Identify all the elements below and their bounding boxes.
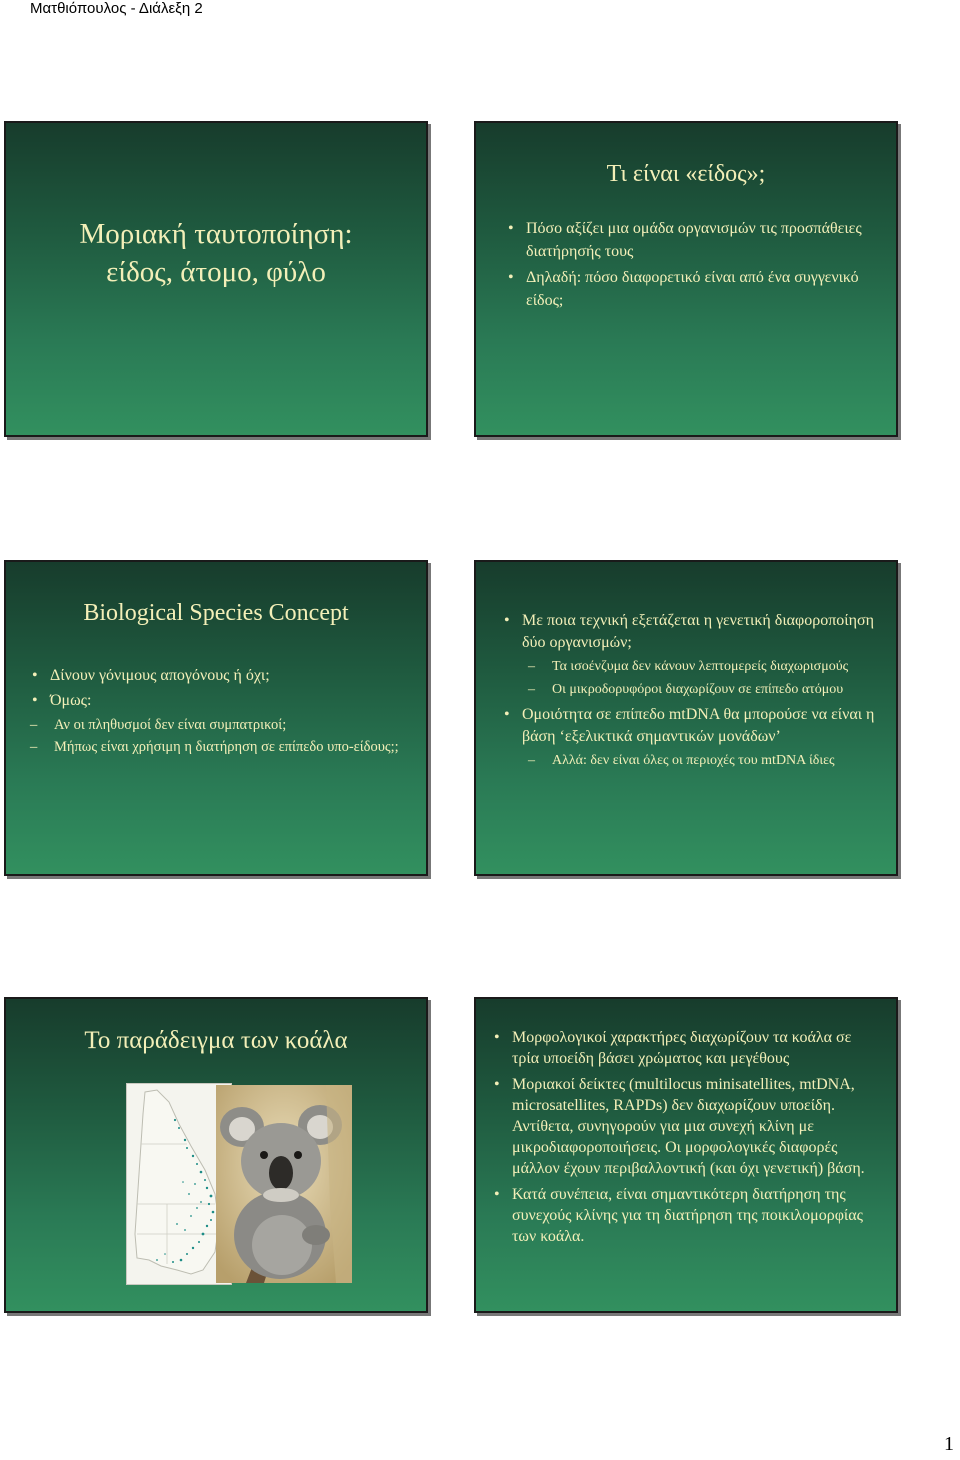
slide-1-title-line-2: είδος, άτομο, φύλο <box>106 256 326 288</box>
slide-4-sub-list <box>522 751 878 771</box>
slide-6-bullet: • Μορφολογικοί χαρακτήρες διαχωρίζουν τα κοάλα σε τρία υποείδη βάσει χρώματος και μεγέθους <box>488 1027 878 1069</box>
slide-3-sub-list <box>24 714 408 758</box>
slide-3-title: Biological Species Concept <box>83 600 349 626</box>
document-header: Ματθιόπουλος - Διάλεξη 2 <box>30 0 203 17</box>
slide-3 <box>4 560 428 876</box>
slide-4-bullet-text: Ομοιότητα σε επίπεδο mtDNA θα μπορούσε να είναι η βάση ‘εξελικτικά σημαντικών μονάδων’ <box>522 706 875 745</box>
slide-4-sub-list <box>522 657 878 700</box>
slide-3-bullet: • Δίνουν γόνιμους απογόνους ή όχι; <box>26 664 408 687</box>
slide-2-bullet-list <box>502 217 878 312</box>
slide-5 <box>4 997 428 1313</box>
slide-2-content <box>502 217 878 315</box>
slide-3-bullet <box>26 689 408 712</box>
slide-2-bullet: • Δηλαδή: πόσο διαφορετικό είναι από ένα συγγενικό είδος; <box>502 266 878 312</box>
slide-4-content <box>498 610 878 775</box>
slide-2-title: Τι είναι «είδος»; <box>606 161 766 187</box>
slide-5-title: Το παράδειγμα των κοάλα <box>84 1027 348 1054</box>
slide-4-bullet-text: Με ποια τεχνική εξετάζεται η γενετική διαφοροποίηση δύο οργανισμών; <box>522 612 874 651</box>
slide-4-bullet <box>498 610 878 700</box>
slide-2 <box>474 121 898 437</box>
slide-6-bullet: • Μοριακοί δείκτες (multilocus minisatellites, mtDNA, microsatellites, RAPDs) δεν διαχωρίζουν υποείδη. Αντίθετα, συνηγορούν για μια συνεχή κλίνη με μικροδιαφοροποιήσεις. Οι μορφολογικές διαφορές μάλλον έχουν περιβαλλοντική (και όχι γενετική) βάση. <box>488 1074 878 1179</box>
slide-3-sub-bullet: – Μήπως είναι χρήσιμη η διατήρηση σε επίπεδο υπο-είδους;; <box>24 736 408 758</box>
slide-1-title <box>6 215 426 291</box>
koala-graphic <box>216 1085 352 1283</box>
page-number: 1 <box>944 1433 954 1455</box>
slide-6-bullet-list <box>488 1027 878 1247</box>
slide-3-bullet-list <box>26 664 408 712</box>
slide-4-sub-bullet: – Οι μικροδορυφόροι διαχωρίζουν σε επίπεδο ατόμου <box>522 680 878 700</box>
slide-3-sub-bullet: – Αν οι πληθυσμοί δεν είναι συμπατρικοί; <box>24 714 408 736</box>
slide-6-bullet: • Κατά συνέπεια, είναι σημαντικότερη διατήρηση της συνεχούς κλίνης για τη διατήρηση της ποικιλομορφίας των κοάλα. <box>488 1184 878 1247</box>
slide-4-sub-bullet: – Τα ισοένζυμα δεν κάνουν λεπτομερείς διαχωρισμούς <box>522 657 878 677</box>
slide-4-sub-bullet: – Αλλά: δεν είναι όλες οι περιοχές του mtDNA ίδιες <box>522 751 878 771</box>
slide-2-bullet: • Πόσο αξίζει μια ομάδα οργανισμών τις προσπάθειες διατήρησής τους <box>502 217 878 263</box>
slide-6 <box>474 997 898 1313</box>
slide-6-content <box>488 1027 878 1252</box>
slide-1 <box>4 121 428 437</box>
slide-4-bullet <box>498 704 878 771</box>
slide-3-bullet-text: Όμως: <box>50 692 92 709</box>
slide-1-title-line-1: Μοριακή ταυτοποίηση: <box>79 218 353 250</box>
slide-4 <box>474 560 898 876</box>
koala-photo <box>216 1085 352 1283</box>
slide-4-bullet-list <box>498 610 878 771</box>
slide-3-content <box>26 664 408 758</box>
